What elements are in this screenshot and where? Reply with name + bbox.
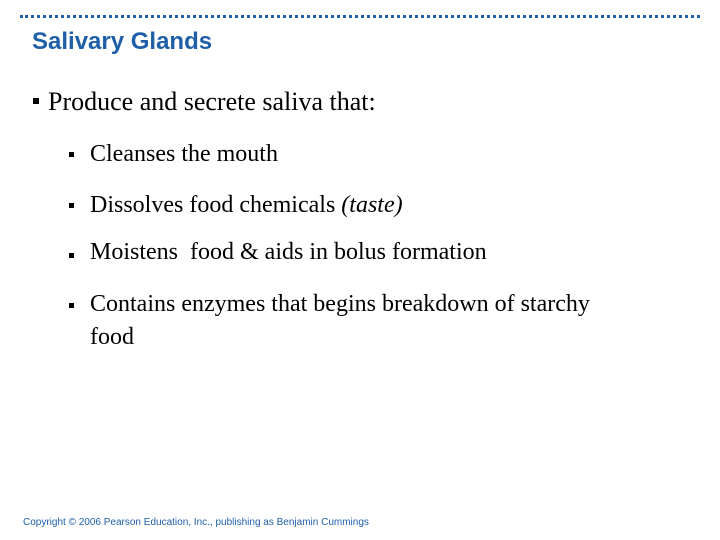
- main-bullet-icon: [33, 98, 39, 104]
- sub-point-contains-line1: Contains enzymes that begins breakdown of starchy: [90, 291, 590, 317]
- sub-point-moistens: Moistens food & aids in bolus formation: [90, 239, 487, 265]
- sub-point-contains-line2: food: [90, 324, 134, 350]
- sub-point-dissolves-text: Dissolves food chemicals: [90, 192, 342, 218]
- sub-point-cleanses: Cleanses the mouth: [90, 141, 278, 167]
- sub-bullet-icon: [69, 303, 74, 308]
- sub-bullet-icon: [69, 253, 74, 258]
- sub-point-dissolves: [90, 189, 403, 222]
- title-top-dotted-rule: [20, 15, 700, 18]
- sub-bullet-icon: [69, 152, 74, 157]
- sub-bullet-icon: [69, 203, 74, 208]
- sub-point-dissolves-emphasis: (taste): [341, 192, 403, 218]
- main-point: Produce and secrete saliva that:: [48, 87, 376, 116]
- copyright-footer: Copyright © 2006 Pearson Education, Inc., publishing as Benjamin Cummings: [23, 517, 369, 528]
- slide-title: Salivary Glands: [32, 28, 213, 55]
